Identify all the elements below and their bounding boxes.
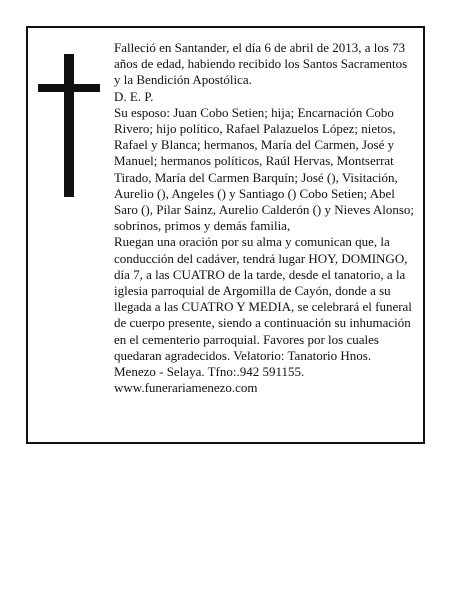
obituary-notice [26, 26, 425, 444]
death-announcement: Falleció en Santander, el día 6 de abril de 2013, a los 73 años de edad, habiendo recibido los Santos Sacramentos y la Bendición Apostólica. [114, 40, 408, 88]
family-list: Su esposo: Juan Cobo Setien; hija; Encarnación Cobo Rivero; hijo político, Rafael Palazuelos López; nietos, Rafael y Blanca; hermanos, María del Carmen, José y Manuel; hermanos políticos, Raúl Hervas, Montserrat Tirado, María del Carmen Barquín; José (), Visitación, Aurelio (), Angeles () y Santiago () Cobo Setien; Abel Saro (), Pilar Sainz, Aurelio Calderón () y Nieves Alonso; sobrinos, primos y demás familia, [114, 104, 415, 234]
funeral-details: Ruegan una oración por su alma y comunican que, la conducción del cadáver, tendrá lugar HOY, DOMINGO, día 7, a las CUATRO de la tarde, desde el tanatorio, a la iglesia parroquial de Argomilla de Cayón, donde a su llegada a las CUATRO Y MEDIA, se celebrará el funeral de cuerpo presente, siendo a continuación su inhumación en el cementerio parroquial. Favores por los cuales quedaran agradecidos. Velatorio: Tanatorio Hnos. Menezo - Selaya. Tfno:.942 591155. [114, 234, 412, 380]
cross-horizontal-bar [38, 84, 100, 92]
funeral-home-website: www.funerariamenezo.com [114, 380, 258, 396]
rest-in-peace: D. E. P. [114, 88, 154, 104]
latin-cross-icon [38, 54, 100, 197]
obituary-text [114, 40, 416, 396]
cross-vertical-bar [64, 54, 74, 197]
